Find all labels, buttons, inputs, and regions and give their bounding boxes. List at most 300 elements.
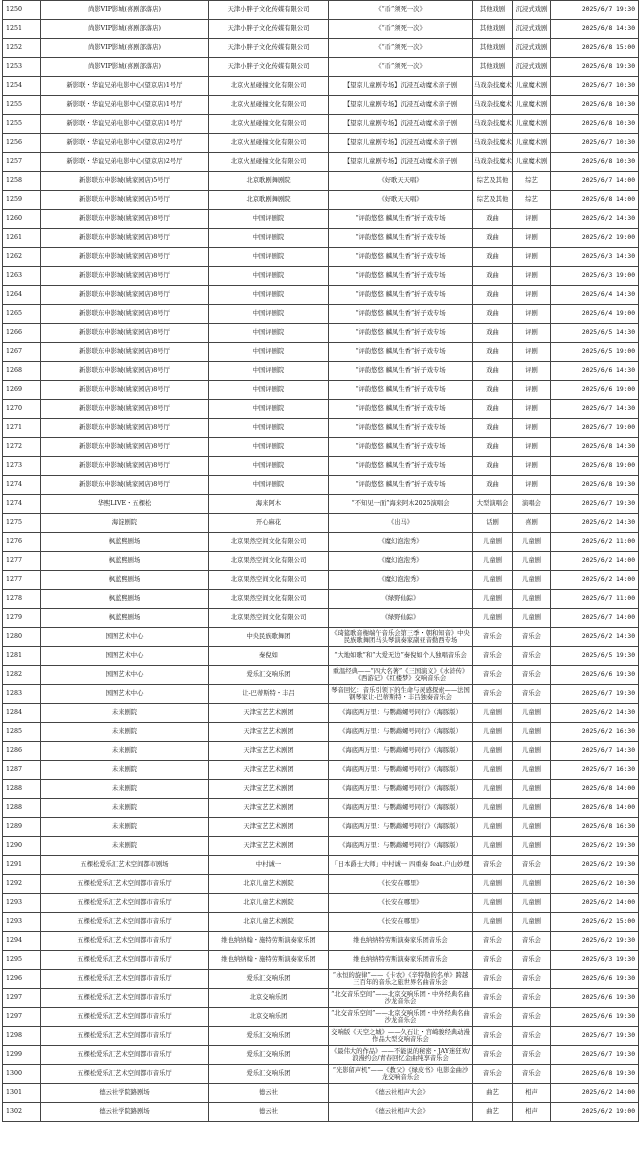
organizer-cell: 德云社 — [209, 1103, 329, 1122]
venue-cell: 新影联东申影城(姚家园店)8号厅 — [41, 305, 209, 324]
show-title-cell: “评韵悠悠 麟凤生香”折子戏专场 — [329, 267, 473, 286]
performance-time-cell: 2025/6/6 19:30 — [551, 970, 639, 989]
performance-time-cell: 2025/6/2 10:30 — [551, 875, 639, 894]
row-number-cell: 1276 — [3, 533, 41, 552]
category-cell: 戏曲 — [473, 362, 513, 381]
performance-time-cell: 2025/6/6 19:30 — [551, 666, 639, 685]
organizer-cell: 北京果然空间文化有限公司 — [209, 609, 329, 628]
venue-cell: 新影联东申影城(姚家园店)8号厅 — [41, 438, 209, 457]
row-number-cell: 1252 — [3, 39, 41, 58]
table-row — [3, 267, 639, 286]
performance-time-cell: 2025/6/7 10:30 — [551, 134, 639, 153]
table-row — [3, 39, 639, 58]
category-cell: 综艺及其他 — [473, 172, 513, 191]
row-number-cell: 1266 — [3, 324, 41, 343]
venue-cell: 未来剧院 — [41, 761, 209, 780]
performance-time-cell: 2025/6/2 11:00 — [551, 533, 639, 552]
venue-cell: 新影联东申影城(姚家园店)8号厅 — [41, 267, 209, 286]
subcategory-cell: 评剧 — [513, 457, 551, 476]
category-cell: 戏曲 — [473, 381, 513, 400]
row-number-cell: 1292 — [3, 875, 41, 894]
organizer-cell: 爱乐汇交响乐团 — [209, 666, 329, 685]
category-cell: 马戏杂技魔术 — [473, 153, 513, 172]
organizer-cell: 中国评剧院 — [209, 381, 329, 400]
subcategory-cell: 沉浸式戏剧 — [513, 39, 551, 58]
subcategory-cell: 音乐会 — [513, 685, 551, 704]
show-title-cell: 交响版《天空之城》——久石让・宫崎骏经典动漫作品大型交响音乐会 — [329, 1027, 473, 1046]
organizer-cell: 中国评剧院 — [209, 248, 329, 267]
subcategory-cell: 儿童剧 — [513, 761, 551, 780]
performance-time-cell: 2025/6/7 14:00 — [551, 609, 639, 628]
subcategory-cell: 评剧 — [513, 210, 551, 229]
performance-time-cell: 2025/6/5 19:00 — [551, 343, 639, 362]
category-cell: 戏曲 — [473, 286, 513, 305]
row-number-cell: 1271 — [3, 419, 41, 438]
organizer-cell: 天津宝艺艺术剧团 — [209, 780, 329, 799]
venue-cell: 未来剧院 — [41, 723, 209, 742]
subcategory-cell: 评剧 — [513, 343, 551, 362]
venue-cell: 海淀剧院 — [41, 514, 209, 533]
venue-cell: 新影联东申影城(姚家园店)5号厅 — [41, 191, 209, 210]
organizer-cell: 北京火星碰撞文化有限公司 — [209, 77, 329, 96]
row-number-cell: 1298 — [3, 1027, 41, 1046]
venue-cell: 尚影VIP影城(喜剧部落店) — [41, 20, 209, 39]
organizer-cell: 北京火星碰撞文化有限公司 — [209, 134, 329, 153]
category-cell: 戏曲 — [473, 305, 513, 324]
subcategory-cell: 儿童剧 — [513, 609, 551, 628]
show-title-cell: “评韵悠悠 麟凤生香”折子戏专场 — [329, 343, 473, 362]
performance-time-cell: 2025/6/7 19:30 — [551, 1, 639, 20]
performance-time-cell: 2025/6/7 14:00 — [551, 172, 639, 191]
subcategory-cell: 评剧 — [513, 248, 551, 267]
organizer-cell: 北京交响乐团 — [209, 989, 329, 1008]
venue-cell: 未来剧院 — [41, 799, 209, 818]
venue-cell: 未来剧院 — [41, 742, 209, 761]
performance-time-cell: 2025/6/5 14:30 — [551, 324, 639, 343]
category-cell: 儿童剧 — [473, 609, 513, 628]
category-cell: 儿童剧 — [473, 913, 513, 932]
performance-time-cell: 2025/6/3 14:30 — [551, 248, 639, 267]
table-row — [3, 115, 639, 134]
row-number-cell: 1255 — [3, 96, 41, 115]
subcategory-cell: 评剧 — [513, 324, 551, 343]
venue-cell: 未来剧院 — [41, 704, 209, 723]
category-cell: 音乐会 — [473, 856, 513, 875]
performance-time-cell: 2025/6/7 19:00 — [551, 419, 639, 438]
category-cell: 话剧 — [473, 514, 513, 533]
organizer-cell: 中国评剧院 — [209, 229, 329, 248]
venue-cell: 枫蓝熙剧场 — [41, 571, 209, 590]
performance-time-cell: 2025/6/8 16:30 — [551, 818, 639, 837]
category-cell: 儿童剧 — [473, 742, 513, 761]
category-cell: 音乐会 — [473, 647, 513, 666]
performance-time-cell: 2025/6/8 10:30 — [551, 115, 639, 134]
performance-time-cell: 2025/6/8 19:30 — [551, 476, 639, 495]
organizer-cell: 天津宝艺艺术剧团 — [209, 799, 329, 818]
category-cell: 儿童剧 — [473, 704, 513, 723]
row-number-cell: 1259 — [3, 191, 41, 210]
subcategory-cell: 儿童剧 — [513, 875, 551, 894]
performance-time-cell: 2025/6/7 11:00 — [551, 590, 639, 609]
table-row — [3, 970, 639, 989]
organizer-cell: 北京果然空间文化有限公司 — [209, 533, 329, 552]
subcategory-cell: 演唱会 — [513, 495, 551, 514]
row-number-cell: 1296 — [3, 970, 41, 989]
show-title-cell: “北交音乐空间”——北京交响乐团・中外经典名曲沙龙音乐会 — [329, 1008, 473, 1027]
subcategory-cell: 儿童剧 — [513, 552, 551, 571]
table-row — [3, 685, 639, 704]
show-title-cell: 《魔幻泡泡秀》 — [329, 571, 473, 590]
performance-time-cell: 2025/6/3 19:30 — [551, 951, 639, 970]
table-row — [3, 495, 639, 514]
performance-time-cell: 2025/6/2 16:30 — [551, 723, 639, 742]
show-title-cell: 【望京儿童剧专场】沉浸互动魔术亲子剧 — [329, 134, 473, 153]
show-title-cell: 《海底两万里：与鹦鹉螺号同行》（海豚版） — [329, 742, 473, 761]
table-row — [3, 210, 639, 229]
organizer-cell: 天津小胖子文化传媒有限公司 — [209, 58, 329, 77]
performance-time-cell: 2025/6/2 14:30 — [551, 210, 639, 229]
venue-cell: 新影联东申影城(姚家园店)8号厅 — [41, 324, 209, 343]
organizer-cell: 天津宝艺艺术剧团 — [209, 704, 329, 723]
row-number-cell: 1273 — [3, 457, 41, 476]
venue-cell: 新影联・华谊兄弟电影中心(望京店)2号厅 — [41, 134, 209, 153]
category-cell: 音乐会 — [473, 932, 513, 951]
row-number-cell: 1262 — [3, 248, 41, 267]
category-cell: 其他戏剧 — [473, 20, 513, 39]
organizer-cell: 北京歌剧舞剧院 — [209, 172, 329, 191]
venue-cell: 五棵松爱乐汇艺术空间都市音乐厅 — [41, 875, 209, 894]
show-title-cell: 《“币”须死一次》 — [329, 1, 473, 20]
performance-time-cell: 2025/6/7 19:30 — [551, 685, 639, 704]
category-cell: 其他戏剧 — [473, 1, 513, 20]
venue-cell: 新影联东申影城(姚家园店)8号厅 — [41, 419, 209, 438]
venue-cell: 枫蓝熙剧场 — [41, 552, 209, 571]
subcategory-cell: 音乐会 — [513, 1008, 551, 1027]
show-title-cell: 【望京儿童剧专场】沉浸互动魔术亲子剧 — [329, 77, 473, 96]
venue-cell: 新影联东申影城(姚家园店)5号厅 — [41, 172, 209, 191]
venue-cell: 国图艺术中心 — [41, 685, 209, 704]
table-row — [3, 20, 639, 39]
table-row — [3, 476, 639, 495]
row-number-cell: 1258 — [3, 172, 41, 191]
subcategory-cell: 儿童魔术剧 — [513, 96, 551, 115]
category-cell: 音乐会 — [473, 970, 513, 989]
performance-time-cell: 2025/6/8 10:30 — [551, 96, 639, 115]
organizer-cell: 天津宝艺艺术剧团 — [209, 742, 329, 761]
performance-time-cell: 2025/6/6 14:30 — [551, 362, 639, 381]
row-number-cell: 1274 — [3, 495, 41, 514]
show-title-cell: 《“币”须死一次》 — [329, 39, 473, 58]
subcategory-cell: 评剧 — [513, 305, 551, 324]
venue-cell: 枫蓝熙剧场 — [41, 590, 209, 609]
subcategory-cell: 评剧 — [513, 267, 551, 286]
table-row — [3, 533, 639, 552]
table-row — [3, 381, 639, 400]
venue-cell: 未来剧院 — [41, 780, 209, 799]
subcategory-cell: 综艺 — [513, 172, 551, 191]
category-cell: 曲艺 — [473, 1103, 513, 1122]
organizer-cell: 天津小胖子文化传媒有限公司 — [209, 20, 329, 39]
performance-time-cell: 2025/6/2 14:00 — [551, 552, 639, 571]
row-number-cell: 1261 — [3, 229, 41, 248]
subcategory-cell: 沉浸式戏剧 — [513, 58, 551, 77]
subcategory-cell: 音乐会 — [513, 647, 551, 666]
table-row — [3, 514, 639, 533]
row-number-cell: 1295 — [3, 951, 41, 970]
performance-time-cell: 2025/6/2 19:30 — [551, 837, 639, 856]
performance-time-cell: 2025/6/8 10:30 — [551, 153, 639, 172]
table-row — [3, 438, 639, 457]
subcategory-cell: 儿童魔术剧 — [513, 77, 551, 96]
show-title-cell: “评韵悠悠 麟凤生香”折子戏专场 — [329, 476, 473, 495]
venue-cell: 五棵松爱乐汇艺术空间都市音乐厅 — [41, 1008, 209, 1027]
category-cell: 大型演唱会 — [473, 495, 513, 514]
row-number-cell: 1297 — [3, 1008, 41, 1027]
venue-cell: 五棵松爱乐汇艺术空间都市音乐厅 — [41, 989, 209, 1008]
table-row — [3, 723, 639, 742]
category-cell: 儿童剧 — [473, 723, 513, 742]
show-title-cell: 《海底两万里：与鹦鹉螺号同行》（海豚版） — [329, 761, 473, 780]
performance-time-cell: 2025/6/2 14:00 — [551, 571, 639, 590]
subcategory-cell: 儿童剧 — [513, 533, 551, 552]
subcategory-cell: 评剧 — [513, 362, 551, 381]
show-title-cell: 【望京儿童剧专场】沉浸互动魔术亲子剧 — [329, 96, 473, 115]
performance-time-cell: 2025/6/2 14:30 — [551, 628, 639, 647]
category-cell: 戏曲 — [473, 229, 513, 248]
row-number-cell: 1278 — [3, 590, 41, 609]
venue-cell: 新影联东申影城(姚家园店)8号厅 — [41, 381, 209, 400]
subcategory-cell: 儿童剧 — [513, 818, 551, 837]
venue-cell: 未来剧院 — [41, 837, 209, 856]
table-row — [3, 153, 639, 172]
subcategory-cell: 儿童剧 — [513, 799, 551, 818]
performance-time-cell: 2025/6/6 19:30 — [551, 989, 639, 1008]
performance-time-cell: 2025/6/5 19:30 — [551, 647, 639, 666]
row-number-cell: 1297 — [3, 989, 41, 1008]
row-number-cell: 1294 — [3, 932, 41, 951]
venue-cell: 德云社学院路剧场 — [41, 1103, 209, 1122]
organizer-cell: 天津小胖子文化传媒有限公司 — [209, 1, 329, 20]
table-row — [3, 609, 639, 628]
table-row — [3, 134, 639, 153]
category-cell: 戏曲 — [473, 343, 513, 362]
performance-time-cell: 2025/6/7 14:30 — [551, 400, 639, 419]
show-title-cell: 《海底两万里：与鹦鹉螺号同行》（海豚版） — [329, 780, 473, 799]
table-row — [3, 77, 639, 96]
subcategory-cell: 沉浸式戏剧 — [513, 1, 551, 20]
performance-time-cell: 2025/6/2 14:00 — [551, 1084, 639, 1103]
organizer-cell: 维也纳纳翰・施特劳斯演奏家乐团 — [209, 932, 329, 951]
table-row — [3, 58, 639, 77]
venue-cell: 新影联东申影城(姚家园店)8号厅 — [41, 248, 209, 267]
venue-cell: 华熙LIVE・五棵松 — [41, 495, 209, 514]
organizer-cell: 北京火星碰撞文化有限公司 — [209, 96, 329, 115]
category-cell: 音乐会 — [473, 951, 513, 970]
show-title-cell: “评韵悠悠 麟凤生香”折子戏专场 — [329, 362, 473, 381]
subcategory-cell: 音乐会 — [513, 628, 551, 647]
venue-cell: 新影联东申影城(姚家园店)8号厅 — [41, 210, 209, 229]
table-row — [3, 799, 639, 818]
table-row — [3, 1103, 639, 1122]
show-title-cell: 《海底两万里：与鹦鹉螺号同行》（海豚版） — [329, 704, 473, 723]
subcategory-cell: 儿童剧 — [513, 780, 551, 799]
venue-cell: 新影联东申影城(姚家园店)8号厅 — [41, 286, 209, 305]
venue-cell: 国图艺术中心 — [41, 647, 209, 666]
performance-time-cell: 2025/6/4 14:30 — [551, 286, 639, 305]
category-cell: 儿童剧 — [473, 533, 513, 552]
table-row — [3, 989, 639, 1008]
organizer-cell: 北京儿童艺术剧院 — [209, 913, 329, 932]
organizer-cell: 中国评剧院 — [209, 324, 329, 343]
category-cell: 音乐会 — [473, 1065, 513, 1084]
table-row — [3, 856, 639, 875]
table-row — [3, 894, 639, 913]
organizer-cell: 中国评剧院 — [209, 419, 329, 438]
category-cell: 马戏杂技魔术 — [473, 96, 513, 115]
table-row — [3, 647, 639, 666]
subcategory-cell: 儿童剧 — [513, 913, 551, 932]
subcategory-cell: 评剧 — [513, 286, 551, 305]
organizer-cell: 中国评剧院 — [209, 476, 329, 495]
row-number-cell: 1288 — [3, 780, 41, 799]
organizer-cell: 爱乐汇交响乐团 — [209, 1065, 329, 1084]
subcategory-cell: 评剧 — [513, 438, 551, 457]
show-title-cell: 《绿野仙踪》 — [329, 590, 473, 609]
category-cell: 音乐会 — [473, 989, 513, 1008]
subcategory-cell: 评剧 — [513, 400, 551, 419]
row-number-cell: 1299 — [3, 1046, 41, 1065]
performance-time-cell: 2025/6/2 14:00 — [551, 894, 639, 913]
subcategory-cell: 儿童剧 — [513, 837, 551, 856]
table-row — [3, 457, 639, 476]
category-cell: 儿童剧 — [473, 761, 513, 780]
subcategory-cell: 评剧 — [513, 476, 551, 495]
row-number-cell: 1272 — [3, 438, 41, 457]
performance-time-cell: 2025/6/7 19:30 — [551, 1046, 639, 1065]
performance-time-cell: 2025/6/2 19:00 — [551, 1103, 639, 1122]
row-number-cell: 1267 — [3, 343, 41, 362]
category-cell: 戏曲 — [473, 476, 513, 495]
row-number-cell: 1301 — [3, 1084, 41, 1103]
subcategory-cell: 音乐会 — [513, 932, 551, 951]
table-row — [3, 628, 639, 647]
category-cell: 马戏杂技魔术 — [473, 77, 513, 96]
show-title-cell: “评韵悠悠 麟凤生香”折子戏专场 — [329, 248, 473, 267]
row-number-cell: 1274 — [3, 476, 41, 495]
subcategory-cell: 儿童魔术剧 — [513, 153, 551, 172]
row-number-cell: 1291 — [3, 856, 41, 875]
show-title-cell: 维也纳纳特劳斯演奏家乐团音乐会 — [329, 951, 473, 970]
subcategory-cell: 音乐会 — [513, 1065, 551, 1084]
organizer-cell: 天津宝艺艺术剧团 — [209, 837, 329, 856]
subcategory-cell: 儿童剧 — [513, 894, 551, 913]
organizer-cell: 天津宝艺艺术剧团 — [209, 761, 329, 780]
row-number-cell: 1264 — [3, 286, 41, 305]
table-row — [3, 362, 639, 381]
venue-cell: 新影联・华谊兄弟电影中心(望京店)1号厅 — [41, 77, 209, 96]
row-number-cell: 1281 — [3, 647, 41, 666]
show-title-cell: “评韵悠悠 麟凤生香”折子戏专场 — [329, 324, 473, 343]
row-number-cell: 1287 — [3, 761, 41, 780]
show-title-cell: 《“币”须死一次》 — [329, 20, 473, 39]
organizer-cell: 天津宝艺艺术剧团 — [209, 723, 329, 742]
venue-cell: 枫蓝熙剧场 — [41, 609, 209, 628]
venue-cell: 五棵松爱乐汇艺术空间都市音乐厅 — [41, 913, 209, 932]
table-row — [3, 1, 639, 20]
category-cell: 其他戏剧 — [473, 39, 513, 58]
venue-cell: 新影联・华谊兄弟电影中心(望京店)1号厅 — [41, 115, 209, 134]
venue-cell: 五棵松爱乐汇艺术空间都市音乐厅 — [41, 932, 209, 951]
category-cell: 儿童剧 — [473, 837, 513, 856]
table-row — [3, 1065, 639, 1084]
row-number-cell: 1286 — [3, 742, 41, 761]
organizer-cell: 德云社 — [209, 1084, 329, 1103]
row-number-cell: 1283 — [3, 685, 41, 704]
venue-cell: 五棵松爱乐汇艺术空间都市剧场 — [41, 856, 209, 875]
performance-time-cell: 2025/6/6 19:30 — [551, 1008, 639, 1027]
category-cell: 儿童剧 — [473, 780, 513, 799]
category-cell: 儿童剧 — [473, 552, 513, 571]
performance-time-cell: 2025/6/8 14:30 — [551, 20, 639, 39]
venue-cell: 五棵松爱乐汇艺术空间都市音乐厅 — [41, 951, 209, 970]
category-cell: 儿童剧 — [473, 894, 513, 913]
category-cell: 儿童剧 — [473, 818, 513, 837]
performance-time-cell: 2025/6/3 19:00 — [551, 267, 639, 286]
show-title-cell: 《好歌天天唱》 — [329, 191, 473, 210]
show-title-cell: 重温经典——“四大名著”《三国演义》《水浒传》《西游记》《红楼梦》交响音乐会 — [329, 666, 473, 685]
organizer-cell: 中国评剧院 — [209, 305, 329, 324]
venue-cell: 五棵松爱乐汇艺术空间都市音乐厅 — [41, 1046, 209, 1065]
row-number-cell: 1269 — [3, 381, 41, 400]
show-title-cell: “评韵悠悠 麟凤生香”折子戏专场 — [329, 438, 473, 457]
venue-cell: 五棵松爱乐汇艺术空间都市音乐厅 — [41, 894, 209, 913]
venue-cell: 五棵松爱乐汇艺术空间都市音乐厅 — [41, 1027, 209, 1046]
show-title-cell: 《“币”须死一次》 — [329, 58, 473, 77]
subcategory-cell: 儿童魔术剧 — [513, 115, 551, 134]
row-number-cell: 1260 — [3, 210, 41, 229]
show-title-cell: “永恒的旋律”——《卡农》《辛特勒的名单》跨越三百年的音乐之旅世界名曲音乐会 — [329, 970, 473, 989]
table-row — [3, 913, 639, 932]
table-row — [3, 172, 639, 191]
venue-cell: 新影联东申影城(姚家园店)8号厅 — [41, 400, 209, 419]
show-title-cell: “评韵悠悠 麟凤生香”折子戏专场 — [329, 229, 473, 248]
venue-cell: 尚影VIP影城(喜剧部落店) — [41, 1, 209, 20]
table-row — [3, 1008, 639, 1027]
row-number-cell: 1250 — [3, 1, 41, 20]
performance-time-cell: 2025/6/7 10:30 — [551, 77, 639, 96]
category-cell: 马戏杂技魔术 — [473, 115, 513, 134]
table-row — [3, 1027, 639, 1046]
subcategory-cell: 儿童剧 — [513, 742, 551, 761]
row-number-cell: 1280 — [3, 628, 41, 647]
category-cell: 戏曲 — [473, 210, 513, 229]
show-title-cell: 琴音回忆：音乐引领下的生命与灵感探索——法国钢琴家让-巴蒂斯特・丰吕独奏音乐会 — [329, 685, 473, 704]
show-title-cell: 《魔幻泡泡秀》 — [329, 552, 473, 571]
table-row — [3, 704, 639, 723]
table-row — [3, 875, 639, 894]
performance-time-cell: 2025/6/8 14:00 — [551, 191, 639, 210]
venue-cell: 未来剧院 — [41, 818, 209, 837]
organizer-cell: 爱乐汇交响乐团 — [209, 1046, 329, 1065]
category-cell: 音乐会 — [473, 1046, 513, 1065]
row-number-cell: 1275 — [3, 514, 41, 533]
table-row — [3, 571, 639, 590]
show-title-cell: “评韵悠悠 麟凤生香”折子戏专场 — [329, 419, 473, 438]
show-title-cell: 《海底两万里：与鹦鹉螺号同行》（海豚版） — [329, 818, 473, 837]
table-row — [3, 951, 639, 970]
subcategory-cell: 儿童魔术剧 — [513, 134, 551, 153]
table-row — [3, 96, 639, 115]
